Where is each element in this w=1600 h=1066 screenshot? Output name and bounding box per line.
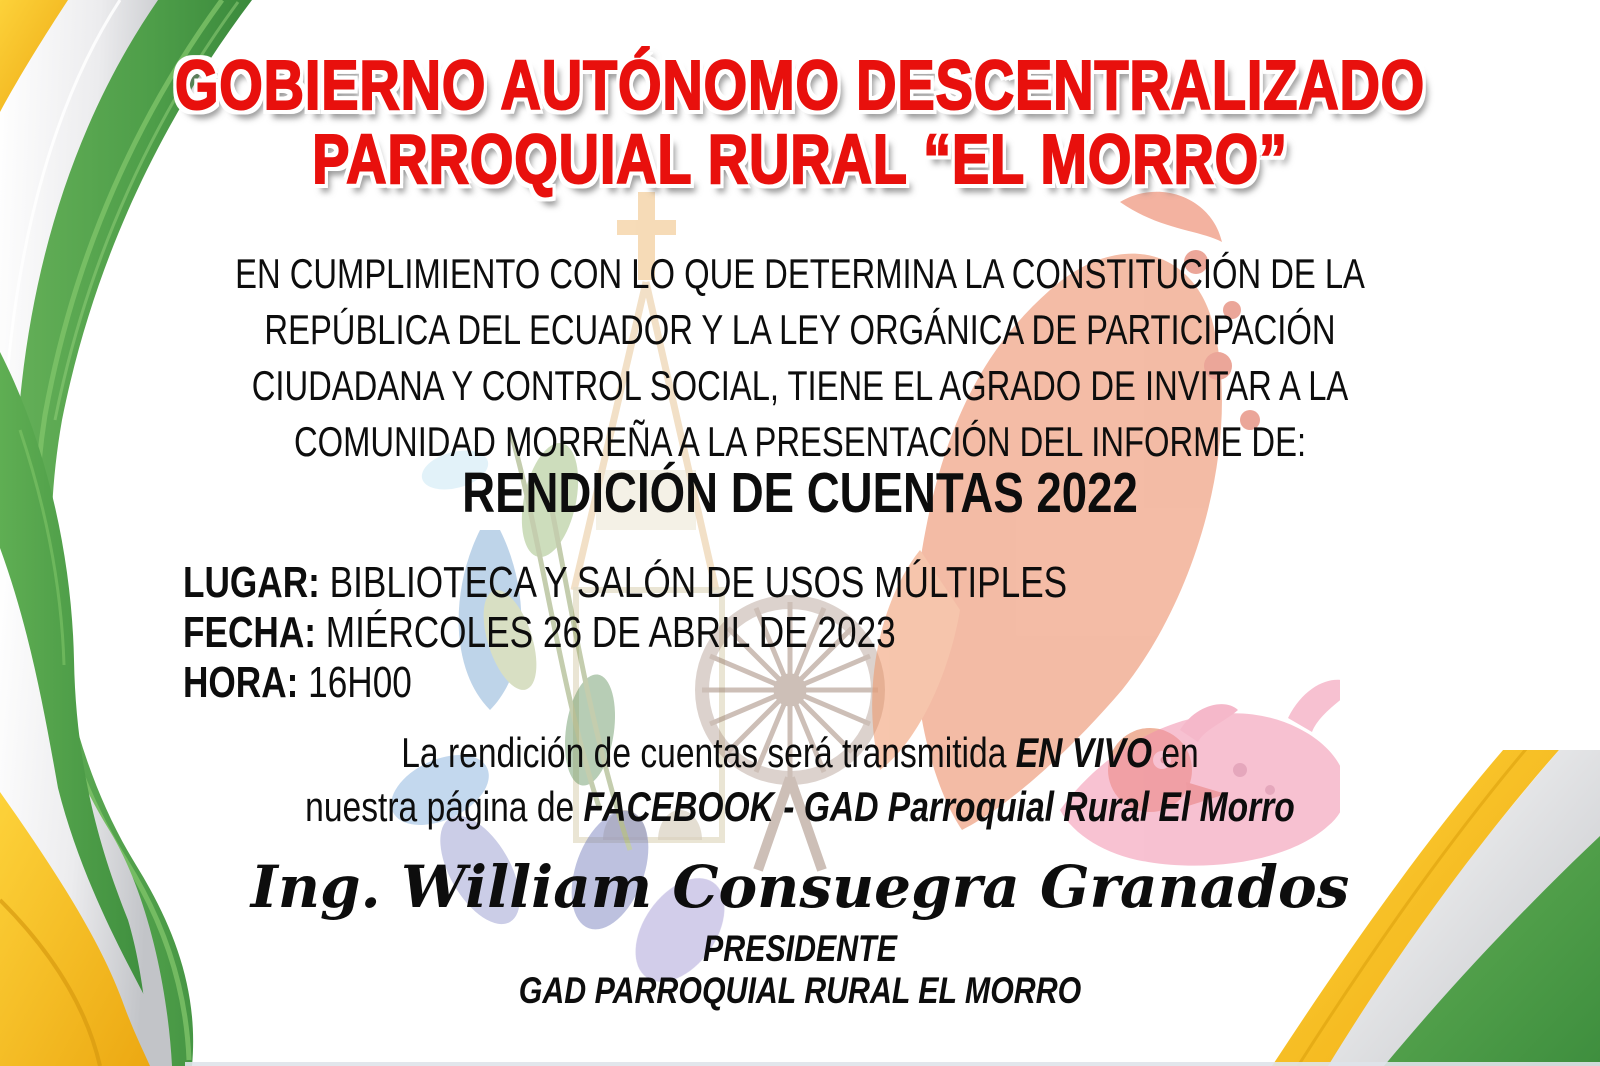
signature-name: Ing. William Consuegra Granados bbox=[250, 853, 1350, 921]
detail-row-fecha bbox=[183, 608, 1067, 658]
broadcast-text: en bbox=[1152, 729, 1199, 776]
intro-line: EN CUMPLIMIENTO CON LO QUE DETERMINA LA CONSTITUCIÓN DE LA bbox=[235, 250, 1365, 297]
intro-paragraph bbox=[176, 246, 1424, 470]
broadcast-text: La rendición de cuentas será transmitida bbox=[401, 729, 1016, 776]
detail-value: 16H00 bbox=[308, 658, 412, 707]
broadcast-line1 bbox=[160, 726, 1440, 780]
broadcast-en-vivo: EN VIVO bbox=[1015, 729, 1153, 776]
signature-role: PRESIDENTE bbox=[703, 928, 897, 969]
bottom-edge-strip bbox=[185, 1062, 1600, 1066]
signature-organization: GAD PARROQUIAL RURAL EL MORRO bbox=[518, 970, 1082, 1011]
broadcast-line2 bbox=[160, 780, 1440, 834]
poster-title-line1: GOBIERNO AUTÓNOMO DESCENTRALIZADO bbox=[174, 46, 1426, 124]
detail-label: HORA: bbox=[183, 658, 299, 707]
event-details bbox=[183, 558, 1067, 708]
intro-line: COMUNIDAD MORREÑA A LA PRESENTACIÓN DEL INFORME DE: bbox=[293, 418, 1307, 465]
intro-line: REPÚBLICA DEL ECUADOR Y LA LEY ORGÁNICA DE PARTICIPACIÓN bbox=[264, 306, 1336, 353]
report-title: RENDICIÓN DE CUENTAS 2022 bbox=[462, 461, 1138, 525]
detail-label: LUGAR: bbox=[183, 558, 320, 607]
broadcast-text: nuestra página de bbox=[305, 783, 584, 830]
poster-title bbox=[160, 48, 1440, 196]
detail-row-hora bbox=[183, 658, 1067, 708]
broadcast-note bbox=[160, 726, 1440, 834]
detail-value: BIBLIOTECA Y SALÓN DE USOS MÚLTIPLES bbox=[329, 558, 1068, 607]
poster-title-line2: PARROQUIAL RURAL “EL MORRO” bbox=[312, 120, 1288, 198]
detail-value: MIÉRCOLES 26 DE ABRIL DE 2023 bbox=[325, 608, 896, 657]
detail-label: FECHA: bbox=[183, 608, 316, 657]
broadcast-facebook-page: FACEBOOK - GAD Parroquial Rural El Morro bbox=[583, 783, 1295, 830]
intro-line: CIUDADANA Y CONTROL SOCIAL, TIENE EL AGRADO DE INVITAR A LA bbox=[251, 362, 1349, 409]
detail-row-lugar bbox=[183, 558, 1067, 608]
